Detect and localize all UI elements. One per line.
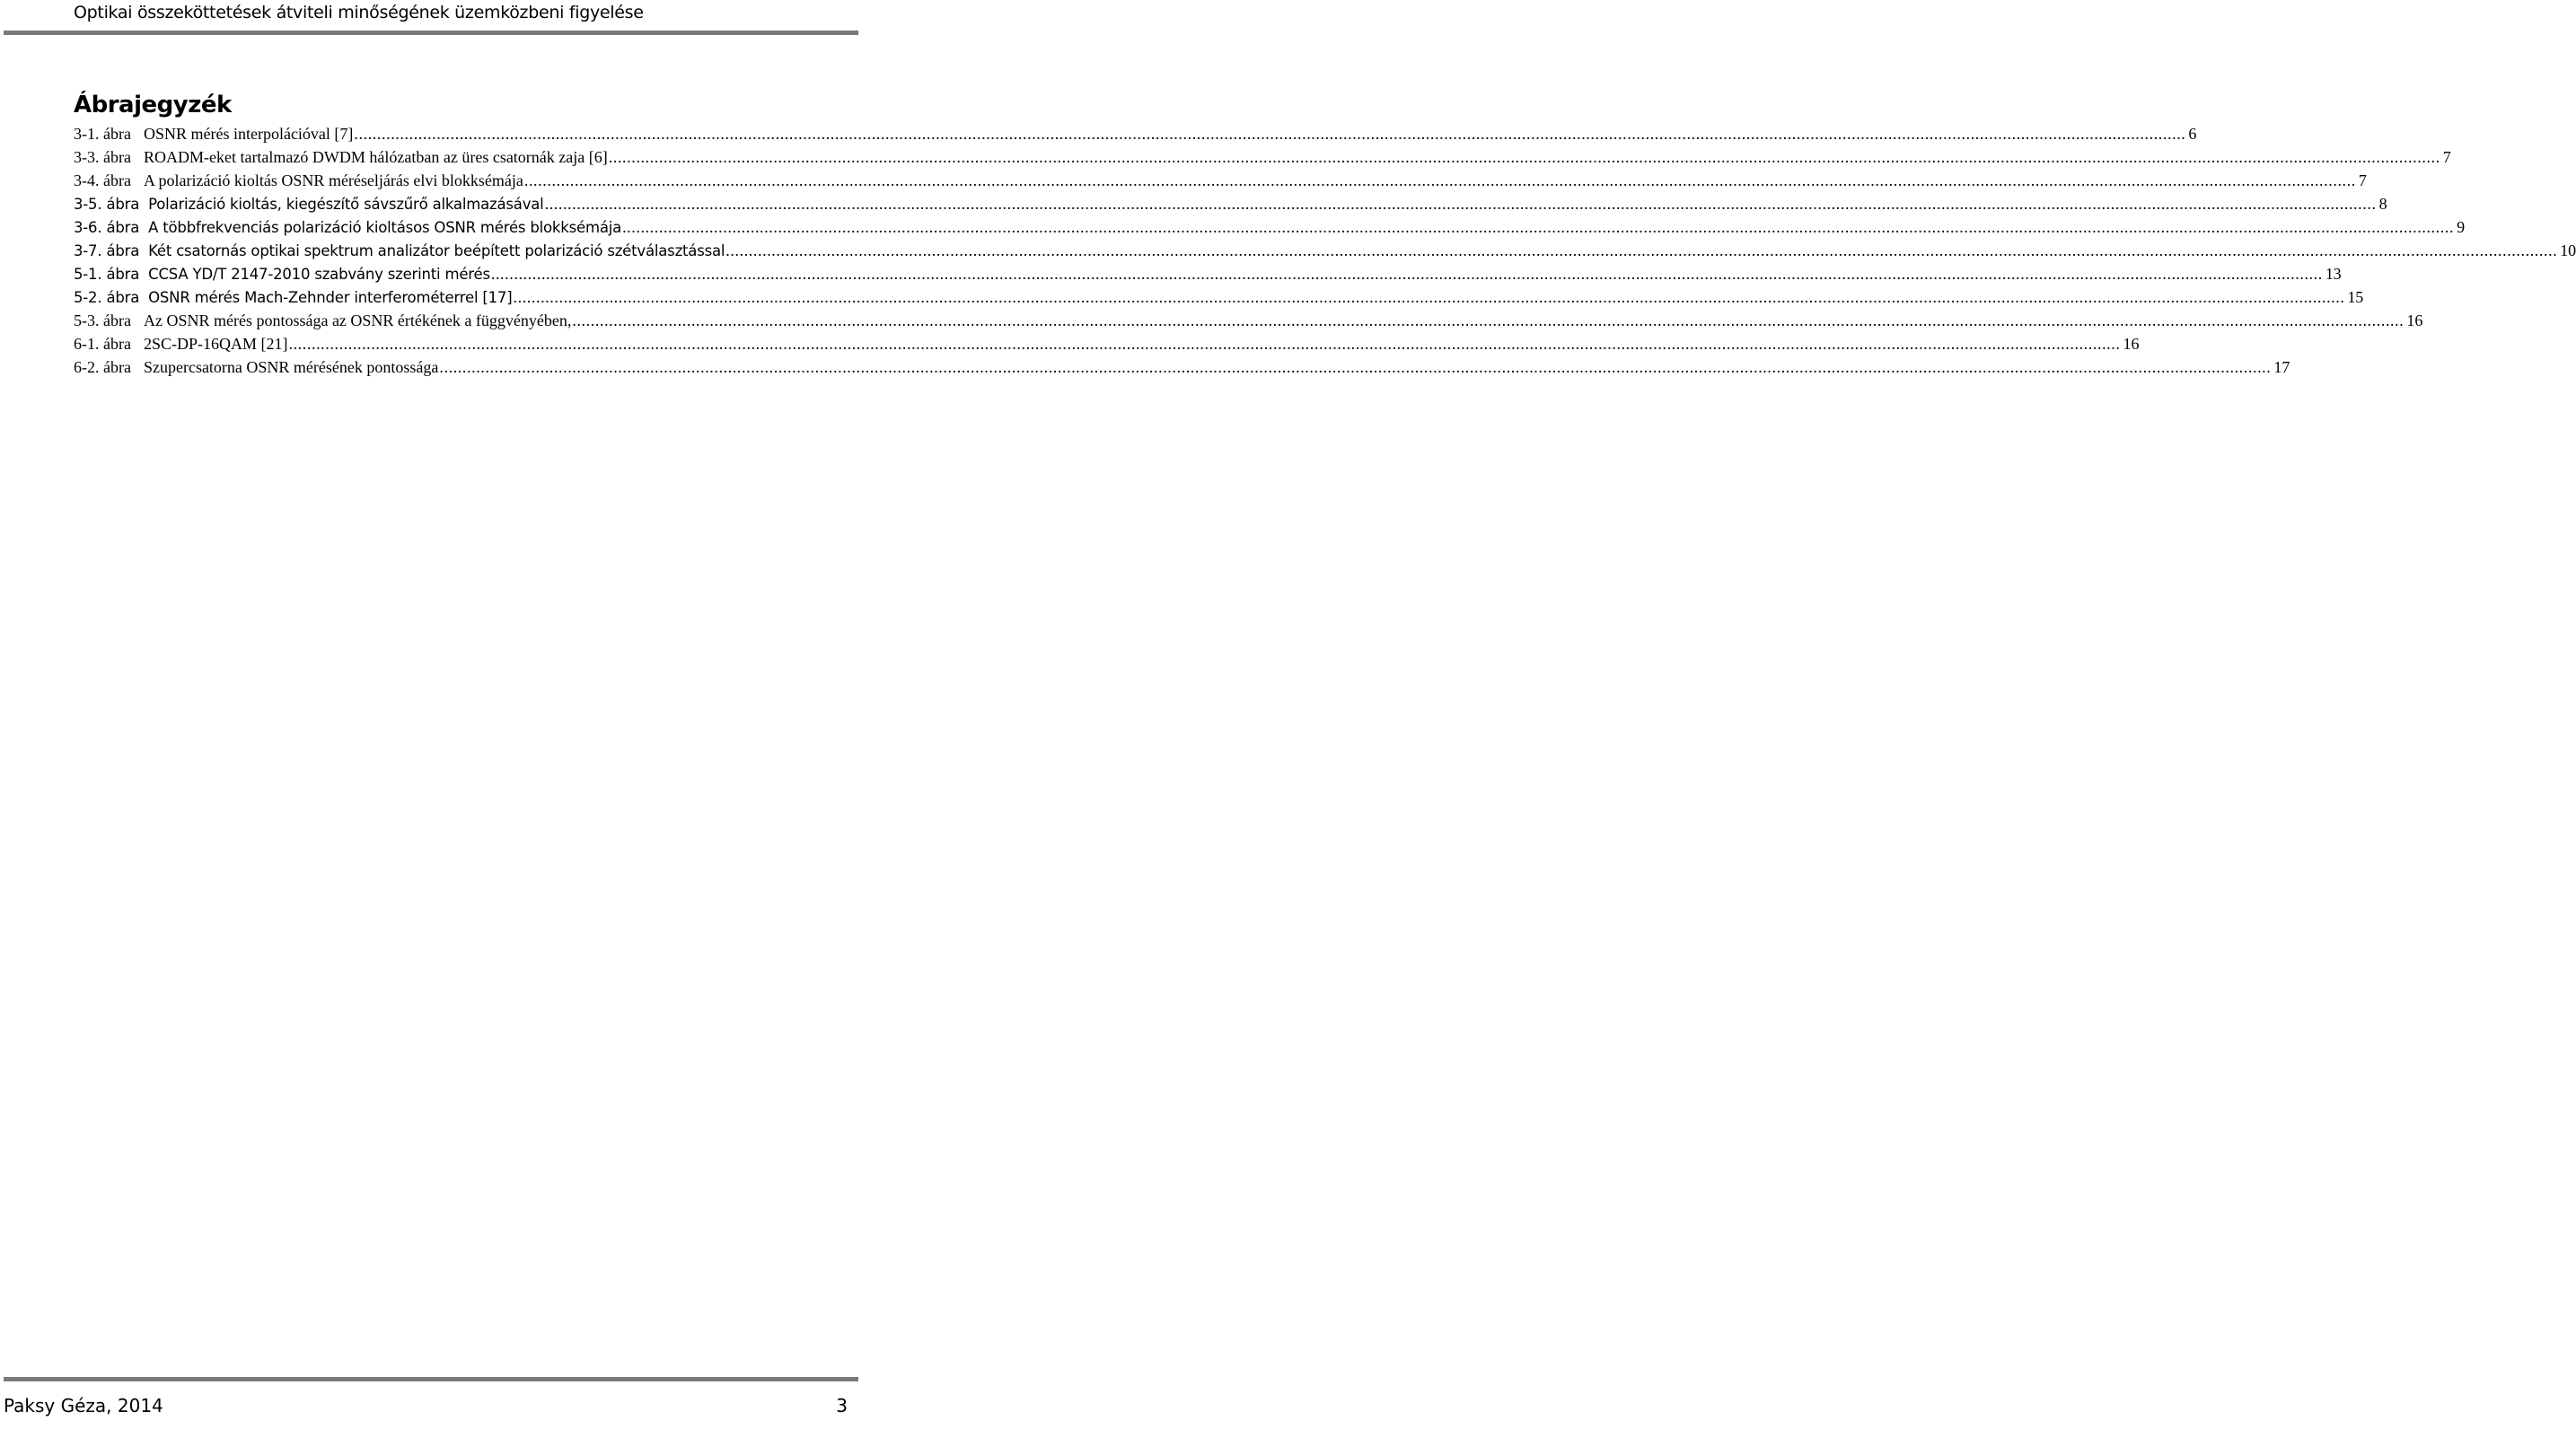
dot-leader: ................................................................................................................................................................................................................................................................................................................................................................................................................ <box>439 358 2272 376</box>
figure-page-number: 6 <box>2188 125 2197 143</box>
figure-entry[interactable] <box>74 145 2451 169</box>
dot-leader: ................................................................................................................................................................................................................................................................................................................................................................................................................ <box>354 125 2186 143</box>
footer-page-number: 3 <box>836 1395 848 1416</box>
figure-caption: OSNR mérés interpolációval [7] <box>143 125 354 143</box>
figure-caption: A többfrekvenciás polarizáció kioltásos OSNR mérés blokksémája <box>148 219 622 236</box>
dot-leader: ................................................................................................................................................................................................................................................................................................................................................................................................................ <box>490 265 2323 283</box>
figure-number: 3-6. ábra <box>74 219 140 236</box>
figure-number: 3-5. ábra <box>74 196 140 213</box>
figure-page-number: 15 <box>2347 288 2364 306</box>
figure-entry[interactable] <box>74 332 2140 355</box>
figure-caption: Az OSNR mérés pontossága az OSNR értékének a függvényében, <box>143 311 572 329</box>
figure-page-number: 16 <box>2123 335 2140 353</box>
figure-number: 6-2. ábra <box>74 358 131 376</box>
figure-caption: 2SC-DP-16QAM [21] <box>143 335 288 353</box>
figure-page-number: 13 <box>2325 265 2342 283</box>
figure-entry[interactable] <box>74 192 2387 215</box>
figure-page-number: 7 <box>2358 171 2367 189</box>
figure-number: 5-2. ábra <box>74 289 140 306</box>
footer-divider <box>4 1377 858 1381</box>
footer-author-year: Paksy Géza, 2014 <box>4 1395 163 1416</box>
figure-caption: Szupercsatorna OSNR mérésének pontossága <box>143 358 439 376</box>
figure-number: 3-1. ábra <box>74 125 131 143</box>
figure-number: 5-3. ábra <box>74 311 131 329</box>
figure-page-number: 10 <box>2560 241 2576 259</box>
figure-entry[interactable] <box>74 262 2342 285</box>
figure-entry[interactable] <box>74 285 2364 309</box>
figure-number: 3-3. ábra <box>74 148 131 166</box>
figure-page-number: 17 <box>2273 358 2290 376</box>
figure-page-number: 7 <box>2442 148 2451 166</box>
figure-page-number: 9 <box>2457 218 2465 236</box>
figure-number: 6-1. ábra <box>74 335 131 353</box>
dot-leader: ................................................................................................................................................................................................................................................................................................................................................................................................................ <box>288 335 2121 353</box>
figure-caption: A polarizáció kioltás OSNR méréseljárás elvi blokksémája <box>143 171 523 189</box>
figure-number: 3-4. ábra <box>74 171 131 189</box>
dot-leader: ................................................................................................................................................................................................................................................................................................................................................................................................................ <box>725 241 2558 259</box>
figure-entry[interactable] <box>74 309 2423 332</box>
figure-caption: Polarizáció kioltás, kiegészítő sávszűrő alkalmazásával <box>148 196 544 213</box>
figure-entry[interactable] <box>74 239 2576 262</box>
figure-entry[interactable] <box>74 122 2197 145</box>
header-divider <box>4 31 858 35</box>
dot-leader: ................................................................................................................................................................................................................................................................................................................................................................................................................ <box>608 148 2440 166</box>
figure-caption: CCSA YD/T 2147-2010 szabvány szerinti mérés <box>148 266 490 283</box>
dot-leader: ................................................................................................................................................................................................................................................................................................................................................................................................................ <box>523 171 2356 189</box>
figure-caption: Két csatornás optikai spektrum analizátor beépített polarizáció szétválasztással <box>148 242 725 259</box>
running-header: Optikai összeköttetések átviteli minőségének üzemközbeni figyelése <box>74 3 644 22</box>
figure-caption: OSNR mérés Mach-Zehnder interferométerrel [17] <box>148 289 513 306</box>
figure-entry[interactable] <box>74 215 2465 239</box>
figure-number: 3-7. ábra <box>74 242 140 259</box>
dot-leader: ................................................................................................................................................................................................................................................................................................................................................................................................................ <box>622 218 2455 236</box>
dot-leader: ................................................................................................................................................................................................................................................................................................................................................................................................................ <box>572 311 2405 329</box>
dot-leader: ................................................................................................................................................................................................................................................................................................................................................................................................................ <box>513 288 2345 306</box>
dot-leader: ................................................................................................................................................................................................................................................................................................................................................................................................................ <box>544 195 2377 213</box>
list-of-figures <box>74 122 2576 379</box>
figure-page-number: 16 <box>2406 311 2423 329</box>
list-of-figures-title: Ábrajegyzék <box>74 92 232 118</box>
figure-number: 5-1. ábra <box>74 266 140 283</box>
figure-entry[interactable] <box>74 355 2290 379</box>
figure-entry[interactable] <box>74 169 2367 192</box>
figure-page-number: 8 <box>2378 195 2387 213</box>
figure-caption: ROADM-eket tartalmazó DWDM hálózatban az üres csatornák zaja [6] <box>143 148 608 166</box>
